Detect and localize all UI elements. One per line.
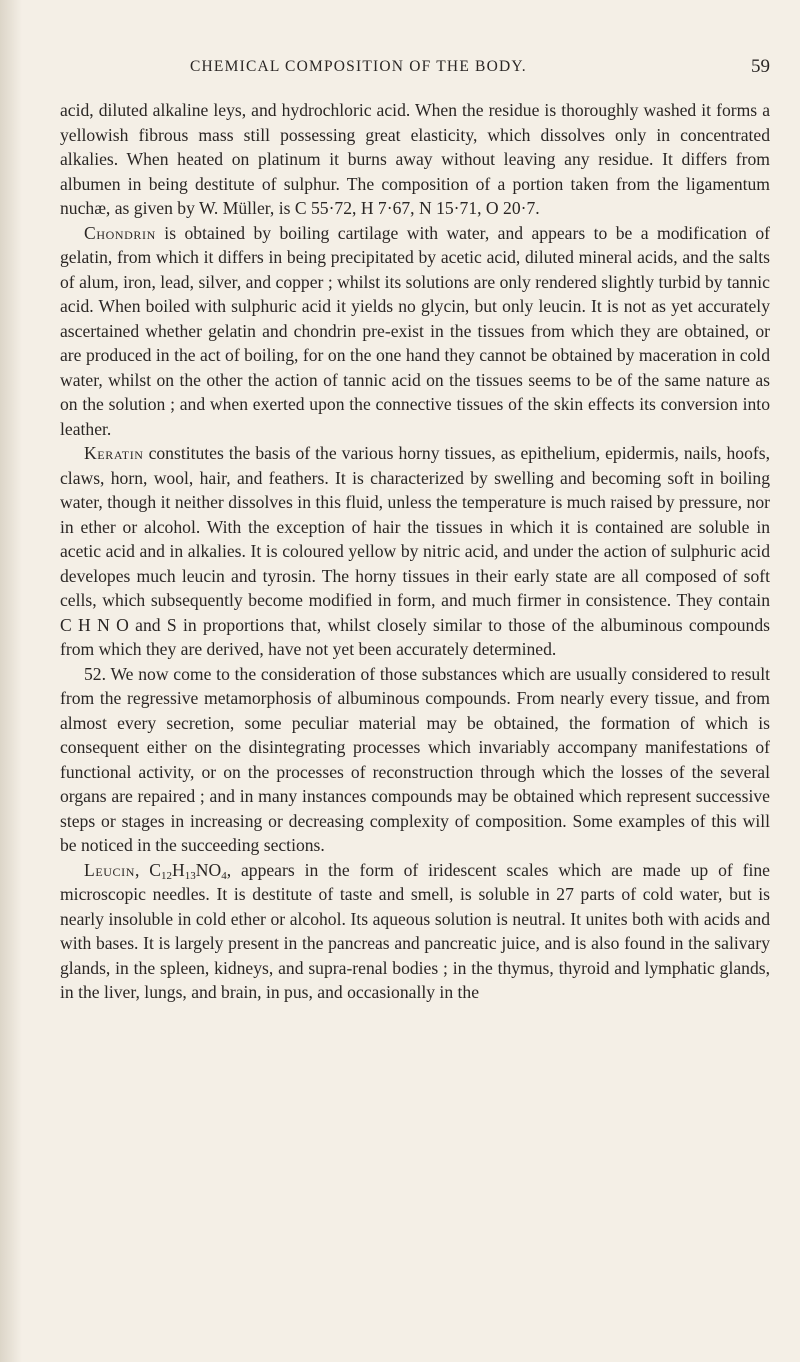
running-head-title: CHEMICAL COMPOSITION OF THE BODY. <box>190 58 527 75</box>
paragraph-p4 <box>60 662 770 858</box>
paragraph-p2 <box>60 221 770 442</box>
paragraph-text: H <box>172 859 185 880</box>
paragraph-text: constitutes the basis of the various horny tissues, as epithelium, epidermis, nails, hoofs, claws, horn, wool, hair, and feathers. It is characterized by swelling and becoming soft in boiling water, though it neither dissolves in this fluid, unless the temperature is much raised by pressure, nor in ether or alcohol. With the exception of hair the tissues in which it is contained are soluble in acetic acid and in alkalies. It is coloured yellow by nitric acid, and under the action of sulphuric acid developes much leucin and tyrosin. The horny tissues in their early state are all composed of soft cells, which subsequently become modified in form, and much firmer in consistence. They contain C H N O and S in proportions that, whilst closely similar to those of the albuminous compounds from which they are derived, have not yet been accurately determined. <box>60 443 770 659</box>
subscript: 13 <box>184 869 196 882</box>
paragraph-p3 <box>60 441 770 662</box>
subscript: 12 <box>161 869 173 882</box>
paragraph-p1 <box>60 98 770 221</box>
running-head <box>60 58 770 84</box>
paragraph-text: 52. We now come to the consideration of those substances which are usually considered to result from the regressive metamorphosis of albuminous compounds. From nearly every tissue, and from almost every secretion, some peculiar material may be obtained, the formation of which is consequent either on the disintegrating processes which invariably accompany manifestations of functional activity, or on the processes of reconstruction through which the losses of the several organs are repaired ; and in many instances compounds may be obtained which represent successive steps or stages in increasing or decreasing complexity of composition. Some examples of this will be noticed in the succeeding sections. <box>60 663 770 855</box>
paragraph-text: acid, diluted alkaline leys, and hydrochloric acid. When the residue is thoroughly washed it forms a yellowish fibrous mass still possessing great elasticity, which dissolves only in concentrated alkalies. When heated on platinum it burns away without leaving any residue. It differs from albumen in being destitute of sulphur. The composition of a portion taken from the ligamentum nuchæ, as given by W. Müller, is C 55·72, H 7·67, N 15·71, O 20·7. <box>60 100 770 218</box>
paragraph-p5 <box>60 858 770 1005</box>
section-term: Leucin <box>84 859 136 880</box>
section-term: Keratin <box>84 443 144 463</box>
paragraph-text: , C <box>135 859 162 880</box>
subscript: 4 <box>221 869 227 882</box>
body-text <box>60 98 770 1005</box>
page-gutter-shadow <box>0 0 22 1362</box>
book-page <box>60 58 770 1005</box>
paragraph-text: , appears in the form of iridescent scales which are made up of fine microscopic needles. It is destitute of taste and smell, is soluble in 27 parts of cold water, but is nearly insoluble in cold ether or alcohol. Its aqueous solution is neutral. It unites both with acids and with bases. It is largely present in the pancreas and pancreatic juice, and is also found in the salivary glands, in the spleen, kidneys, and supra-renal bodies ; in the thymus, thyroid and lymphatic glands, in the liver, lungs, and brain, in pus, and occasionally in the <box>60 859 770 1002</box>
paragraph-text: is obtained by boiling cartilage with water, and appears to be a modification of gelatin, from which it differs in being precipitated by acetic acid, diluted mineral acids, and the salts of alum, iron, lead, silver, and copper ; whilst its solutions are only rendered slightly turbid by tannic acid. When boiled with sulphuric acid it yields no glycin, but only leucin. It is not as yet accurately ascertained whether gelatin and chondrin pre-exist in the tissues from which they are obtained, or are produced in the act of boiling, for on the one hand they cannot be obtained by maceration in cold water, whilst on the other the action of tannic acid on the tissues seems to be of the same nature as on the solution ; and when exerted upon the connective tissues of the skin effects its conversion into leather. <box>60 222 770 439</box>
page-number: 59 <box>751 56 770 77</box>
paragraph-text: NO <box>195 859 222 880</box>
section-term: Chondrin <box>84 222 156 243</box>
